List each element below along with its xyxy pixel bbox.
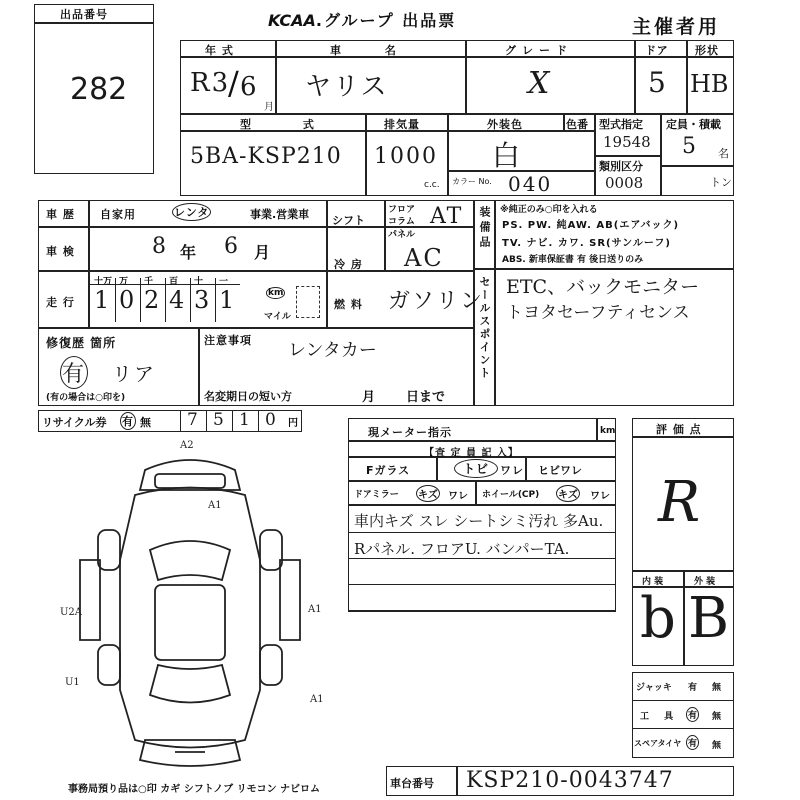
mirror-kizu: キズ [416, 485, 440, 502]
sales-point-2: トヨタセーフティセンス [506, 303, 690, 323]
repair-location: リア [112, 362, 156, 386]
tools-yes: 有 [686, 707, 699, 722]
grade-value: X [528, 66, 552, 101]
remark-1: 車内キズ スレ シートシミ汚れ 多Au. [354, 512, 604, 530]
glass-tobi: トビ [454, 459, 498, 478]
damage-mark-4: U1 [65, 677, 80, 688]
color-number: 040 [508, 172, 553, 196]
year-value: R3 [190, 68, 231, 98]
shift-value: AT [430, 204, 464, 229]
mileage-unit-4: 十 [194, 277, 204, 287]
keys-note: 事務局預り品は○印 カギ シフトノブ リモコン ナビロム [68, 784, 321, 795]
lot-label: 出品番号 [60, 8, 108, 21]
mileage-unit-3: 百 [169, 277, 179, 287]
remark-2: Rパネル. フロアU. バンパーTA. [354, 540, 570, 558]
jack-yes: 有 [688, 683, 698, 693]
role-label: 主催者用 [632, 16, 721, 38]
displacement-value: 1000 [374, 144, 438, 169]
title-text: .グループ 出品票 [315, 11, 457, 30]
exterior-score: B [688, 586, 732, 651]
mileage-digit-3: 4 [169, 286, 187, 314]
mileage-km: km [268, 288, 284, 298]
notes-value: レンタカー [288, 340, 377, 361]
recycle-digit-3: 0 [265, 410, 278, 430]
car-diagram [60, 440, 324, 770]
recycle-digit-1: 5 [213, 410, 226, 430]
month-value: 6 [240, 72, 259, 102]
chassis-number: KSP210-0043747 [466, 768, 674, 793]
model-value: 5BA-KSP210 [190, 144, 342, 169]
mileage-digit-2: 2 [144, 286, 162, 314]
door-value: 5 [648, 66, 668, 99]
history-business: 事業.営業車 [250, 208, 310, 221]
mileage-unit-5: 一 [219, 277, 229, 287]
damage-mark-1: A1 [208, 500, 222, 511]
shape-value: HB [690, 70, 729, 98]
mileage-digit-1: 0 [119, 286, 137, 314]
fuel-value: ガソリン [388, 289, 485, 314]
damage-mark-2: U2A [60, 607, 83, 618]
class-value: 0008 [605, 174, 644, 192]
history-rental: レンタ [172, 203, 211, 221]
recycle-yes: 有 [120, 412, 136, 430]
history-private: 自家用 [100, 208, 136, 221]
interior-score: b [640, 586, 678, 651]
mileage-digit-5: 1 [219, 286, 237, 314]
score-value: R [658, 470, 703, 535]
car-name: ヤリス [305, 72, 389, 102]
repair-value: 有 [60, 356, 88, 389]
damage-mark-0: A2 [180, 440, 194, 451]
brand-logo: KCAA [268, 11, 316, 30]
damage-mark-5: A1 [310, 694, 324, 705]
damage-mark-3: A1 [308, 604, 322, 615]
mileage-unit-1: 万 [119, 277, 129, 287]
sales-point-1: ETC、バックモニター [506, 276, 700, 298]
color-value: 白 [492, 139, 523, 172]
recycle-digit-0: 7 [187, 410, 200, 430]
form-title [268, 8, 456, 31]
type-spec-value: 19548 [603, 133, 651, 151]
mileage-unit-2: 千 [144, 277, 154, 287]
mileage-digit-0: 1 [94, 286, 112, 314]
recycle-digit-2: 1 [239, 410, 252, 430]
spare-yes: 有 [686, 735, 699, 750]
mileage-digit-4: 3 [194, 286, 212, 314]
capacity-value: 5 [682, 134, 698, 159]
mileage-unit-0: 十万 [94, 277, 113, 287]
wheel-kizu: キズ [556, 485, 580, 502]
lot-number: 282 [70, 72, 128, 107]
ac-value: AC [404, 244, 444, 272]
